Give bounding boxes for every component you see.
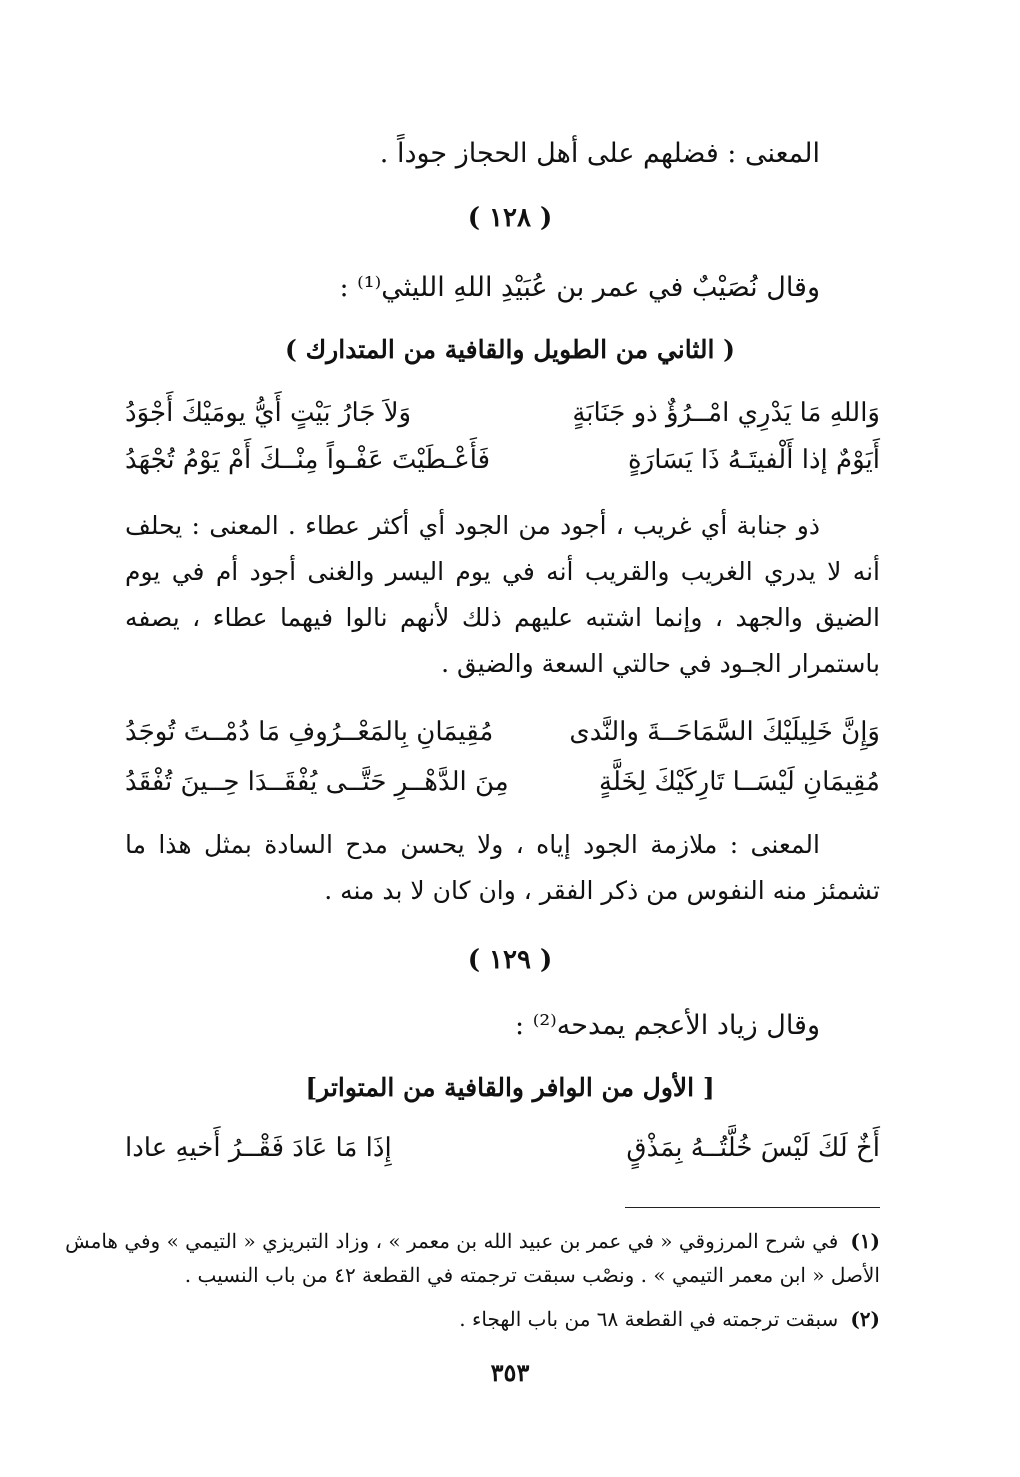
commentary-128-2: المعنى : ملازمة الجود إياه ، ولا يحسن مدح السادة بمثل هذا ما تشمئز منه النفوس من ذكر الفقر ، وان كان لا بد منه .: [125, 830, 880, 905]
hemistich-first: وَاللهِ مَا يَدْرِي امْــرُؤٌ ذو جَنَابَةٍ: [572, 398, 880, 428]
footnote-1-line-1: [65, 1224, 880, 1258]
verse-row-128-1: [125, 393, 880, 433]
footnote-2: [125, 1302, 880, 1336]
meter-129: [ الأول من الوافر والقافية من المتواتر]: [305, 1073, 715, 1102]
hemistich-first: أَيَوْمٌ إذا أَلْفيتَـهُ ذَا يَسَارَةٍ: [628, 445, 880, 475]
poem-number-128: ( ١٢٨ ): [467, 203, 553, 233]
footnote-divider: [625, 1207, 880, 1208]
hemistich-second: مِنَ الدَّهْــرِ حَتَّــى يُفْقَــدَا حِــينَ تُفْقَدُ: [125, 767, 509, 797]
footnote-2-marker: (٢): [850, 1307, 880, 1331]
hemistich-second: مُقِيمَانِ بِالمَعْــرُوفِ مَا دُمْــتَ تُوجَدُ: [125, 717, 494, 747]
intro-line: المعنى : فضلهم على أهل الحجاز جوداً .: [379, 138, 820, 169]
verse-row-128-4: [125, 762, 880, 802]
footnote-1-marker: (١): [850, 1229, 880, 1253]
footnote-2-text: سبقت ترجمته في القطعة ٦٨ من باب الهجاء .: [459, 1307, 839, 1331]
attribution-129: وقال زياد الأعجم يمدحه⁽²⁾ :: [515, 1010, 820, 1041]
footnote-1-line-2: [125, 1258, 880, 1292]
hemistich-first: أَخٌ لَكَ لَيْسَ خُلَّتُــهُ بِمَذْقٍ: [626, 1133, 880, 1163]
footnote-1-text-cont: الأصل « ابن معمر التيمي » . ونصْب سبقت ترجمته في القطعة ٤٢ من باب النسيب .: [184, 1263, 880, 1287]
hemistich-second: فَأَعْـطَيْتَ عَفْـواً مِنْــكَ أَمْ يَوْمُ تُجْهَدُ: [125, 445, 491, 475]
attribution-128: وقال نُصَيْبٌ في عمر بن عُبَيْدِ اللهِ الليثي⁽¹⁾ :: [339, 272, 820, 303]
verse-row-128-3: [125, 712, 880, 752]
commentary-128-1: ذو جنابة أي غريب ، أجود من الجود أي أكثر عطاء . المعنى : يحلف أنه لا يدري الغريب والقريب أنه في يوم اليسر والغنى أجود أم في يوم الضيق والجهد ، وإنما اشتبه عليهم ذلك لأنهم نالوا فيهما عطاء ، يصفه باستمرار الجـود في حالتي السعة والضيق .: [125, 511, 880, 678]
poem-number-129: ( ١٢٩ ): [467, 945, 553, 975]
meter-128: ( الثاني من الطويل والقافية من المتدارك ): [285, 335, 735, 364]
footnote-1-text: في شرح المرزوقي « في عمر بن عبيد الله بن معمر » ، وزاد التبريزي « التيمي » وفي هامش: [65, 1229, 839, 1253]
hemistich-first: مُقِيمَانِ لَيْسَــا تَارِكَيْكَ لِخَلَّةٍ: [599, 767, 880, 797]
verse-row-128-2: [125, 440, 880, 480]
page-number: ٣٥٣: [490, 1358, 530, 1387]
verse-row-129-1: [125, 1128, 880, 1168]
hemistich-second: وَلاَ جَارُ بَيْتٍ أَيُّ يومَيْكَ أَجْوَدُ: [125, 398, 412, 428]
hemistich-first: وَإِنَّ خَلِيلَيْكَ السَّمَاحَــةَ والنَّدى: [569, 717, 880, 747]
hemistich-second: إِذَا مَا عَادَ فَقْــرُ أَخيهِ عادا: [125, 1133, 392, 1163]
